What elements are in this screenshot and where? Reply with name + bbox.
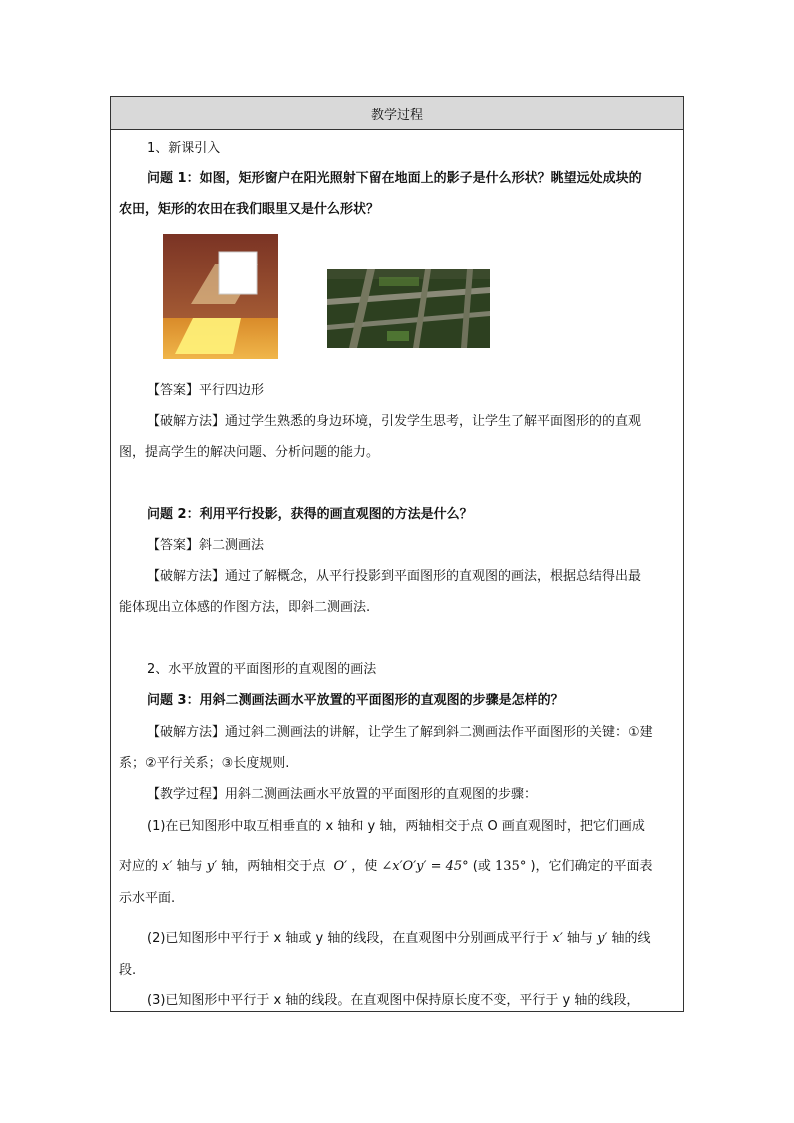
method-2-line1: 【破解方法】通过了解概念，从平行投影到平面图形的直观图的画法，根据总结得出最 <box>147 569 642 584</box>
step-2-text-a: (2)已知图形中平行于 x 轴或 y 轴的线段，在直观图中分别画成平行于 <box>147 931 549 946</box>
y-prime-axis: y′ <box>206 859 218 874</box>
step-1-text-c: 轴，两轴相交于点 <box>221 859 326 874</box>
question-1-line2: 农田，矩形的农田在我们眼里又是什么形状？ <box>119 202 380 217</box>
x-prime-axis-2: x′ <box>552 931 563 946</box>
question-1-line1: 问题 1：如图，矩形窗户在阳光照射下留在地面上的影子是什么形状？眺望远处成块的 <box>147 171 642 186</box>
answer-2: 【答案】斜二测画法 <box>147 538 265 553</box>
teaching-process-intro: 【教学过程】用斜二测画法画水平放置的平面图形的直观图的步骤： <box>147 787 538 802</box>
step-1-line1: (1)在已知图形中取互相垂直的 x 轴和 y 轴，两轴相交于点 O 画直观图时，把它们画成 <box>147 819 645 834</box>
farmland-image <box>327 269 490 348</box>
table-header <box>111 97 683 130</box>
method-3-line1: 【破解方法】通过斜二测画法的讲解，让学生了解到斜二测画法作平面图形的关键：①建 <box>147 725 653 740</box>
step-1-line2 <box>119 858 653 876</box>
method-2-line2: 能体现出立体感的作图方法，即斜二测画法. <box>119 600 371 615</box>
method-1-line1: 【破解方法】通过学生熟悉的身边环境，引发学生思考，让学生了解平面图形的的直观 <box>147 414 642 429</box>
origin-prime: O′ <box>333 859 348 874</box>
method-3-line2: 系；②平行关系；③长度规则. <box>119 756 290 771</box>
step-1-line3: 示水平面. <box>119 891 176 906</box>
x-prime-axis: x′ <box>162 859 173 874</box>
question-2: 问题 2：利用平行投影，获得的画直观图的方法是什么？ <box>147 507 473 522</box>
method-1-line2: 图，提高学生的解决问题、分析问题的能力。 <box>119 445 380 460</box>
header-title: 教学过程 <box>370 107 423 123</box>
angle-alt: 135° <box>495 859 527 874</box>
step-1-text-f: )，它们确定的平面表 <box>530 859 653 874</box>
section-title-1: 1、新课引入 <box>147 141 221 156</box>
question-3: 问题 3：用斜二测画法画水平放置的平面图形的直观图的步骤是怎样的？ <box>147 693 564 708</box>
step-1-text-a: 对应的 <box>119 859 159 874</box>
angle-formula: ∠x′O′y′ = 45° <box>381 859 469 874</box>
step-1-text-d: ，使 <box>351 859 378 874</box>
step-1-text-e: (或 <box>472 859 491 874</box>
answer-1: 【答案】平行四边形 <box>147 383 265 398</box>
step-2-text-c: 轴的线 <box>611 931 651 946</box>
step-2-line1 <box>147 930 651 948</box>
step-2-text-b: 轴与 <box>566 931 593 946</box>
y-prime-axis-2: y′ <box>597 931 608 946</box>
teaching-process-table <box>110 96 684 1012</box>
window-shadow-image <box>163 234 278 359</box>
step-1-text-b: 轴与 <box>176 859 203 874</box>
step-2-line2: 段. <box>119 963 137 978</box>
section-title-2: 2、水平放置的平面图形的直观图的画法 <box>147 662 377 677</box>
step-3-line1: (3)已知图形中平行于 x 轴的线段。在直观图中保持原长度不变，平行于 y 轴的线段， <box>147 993 640 1008</box>
